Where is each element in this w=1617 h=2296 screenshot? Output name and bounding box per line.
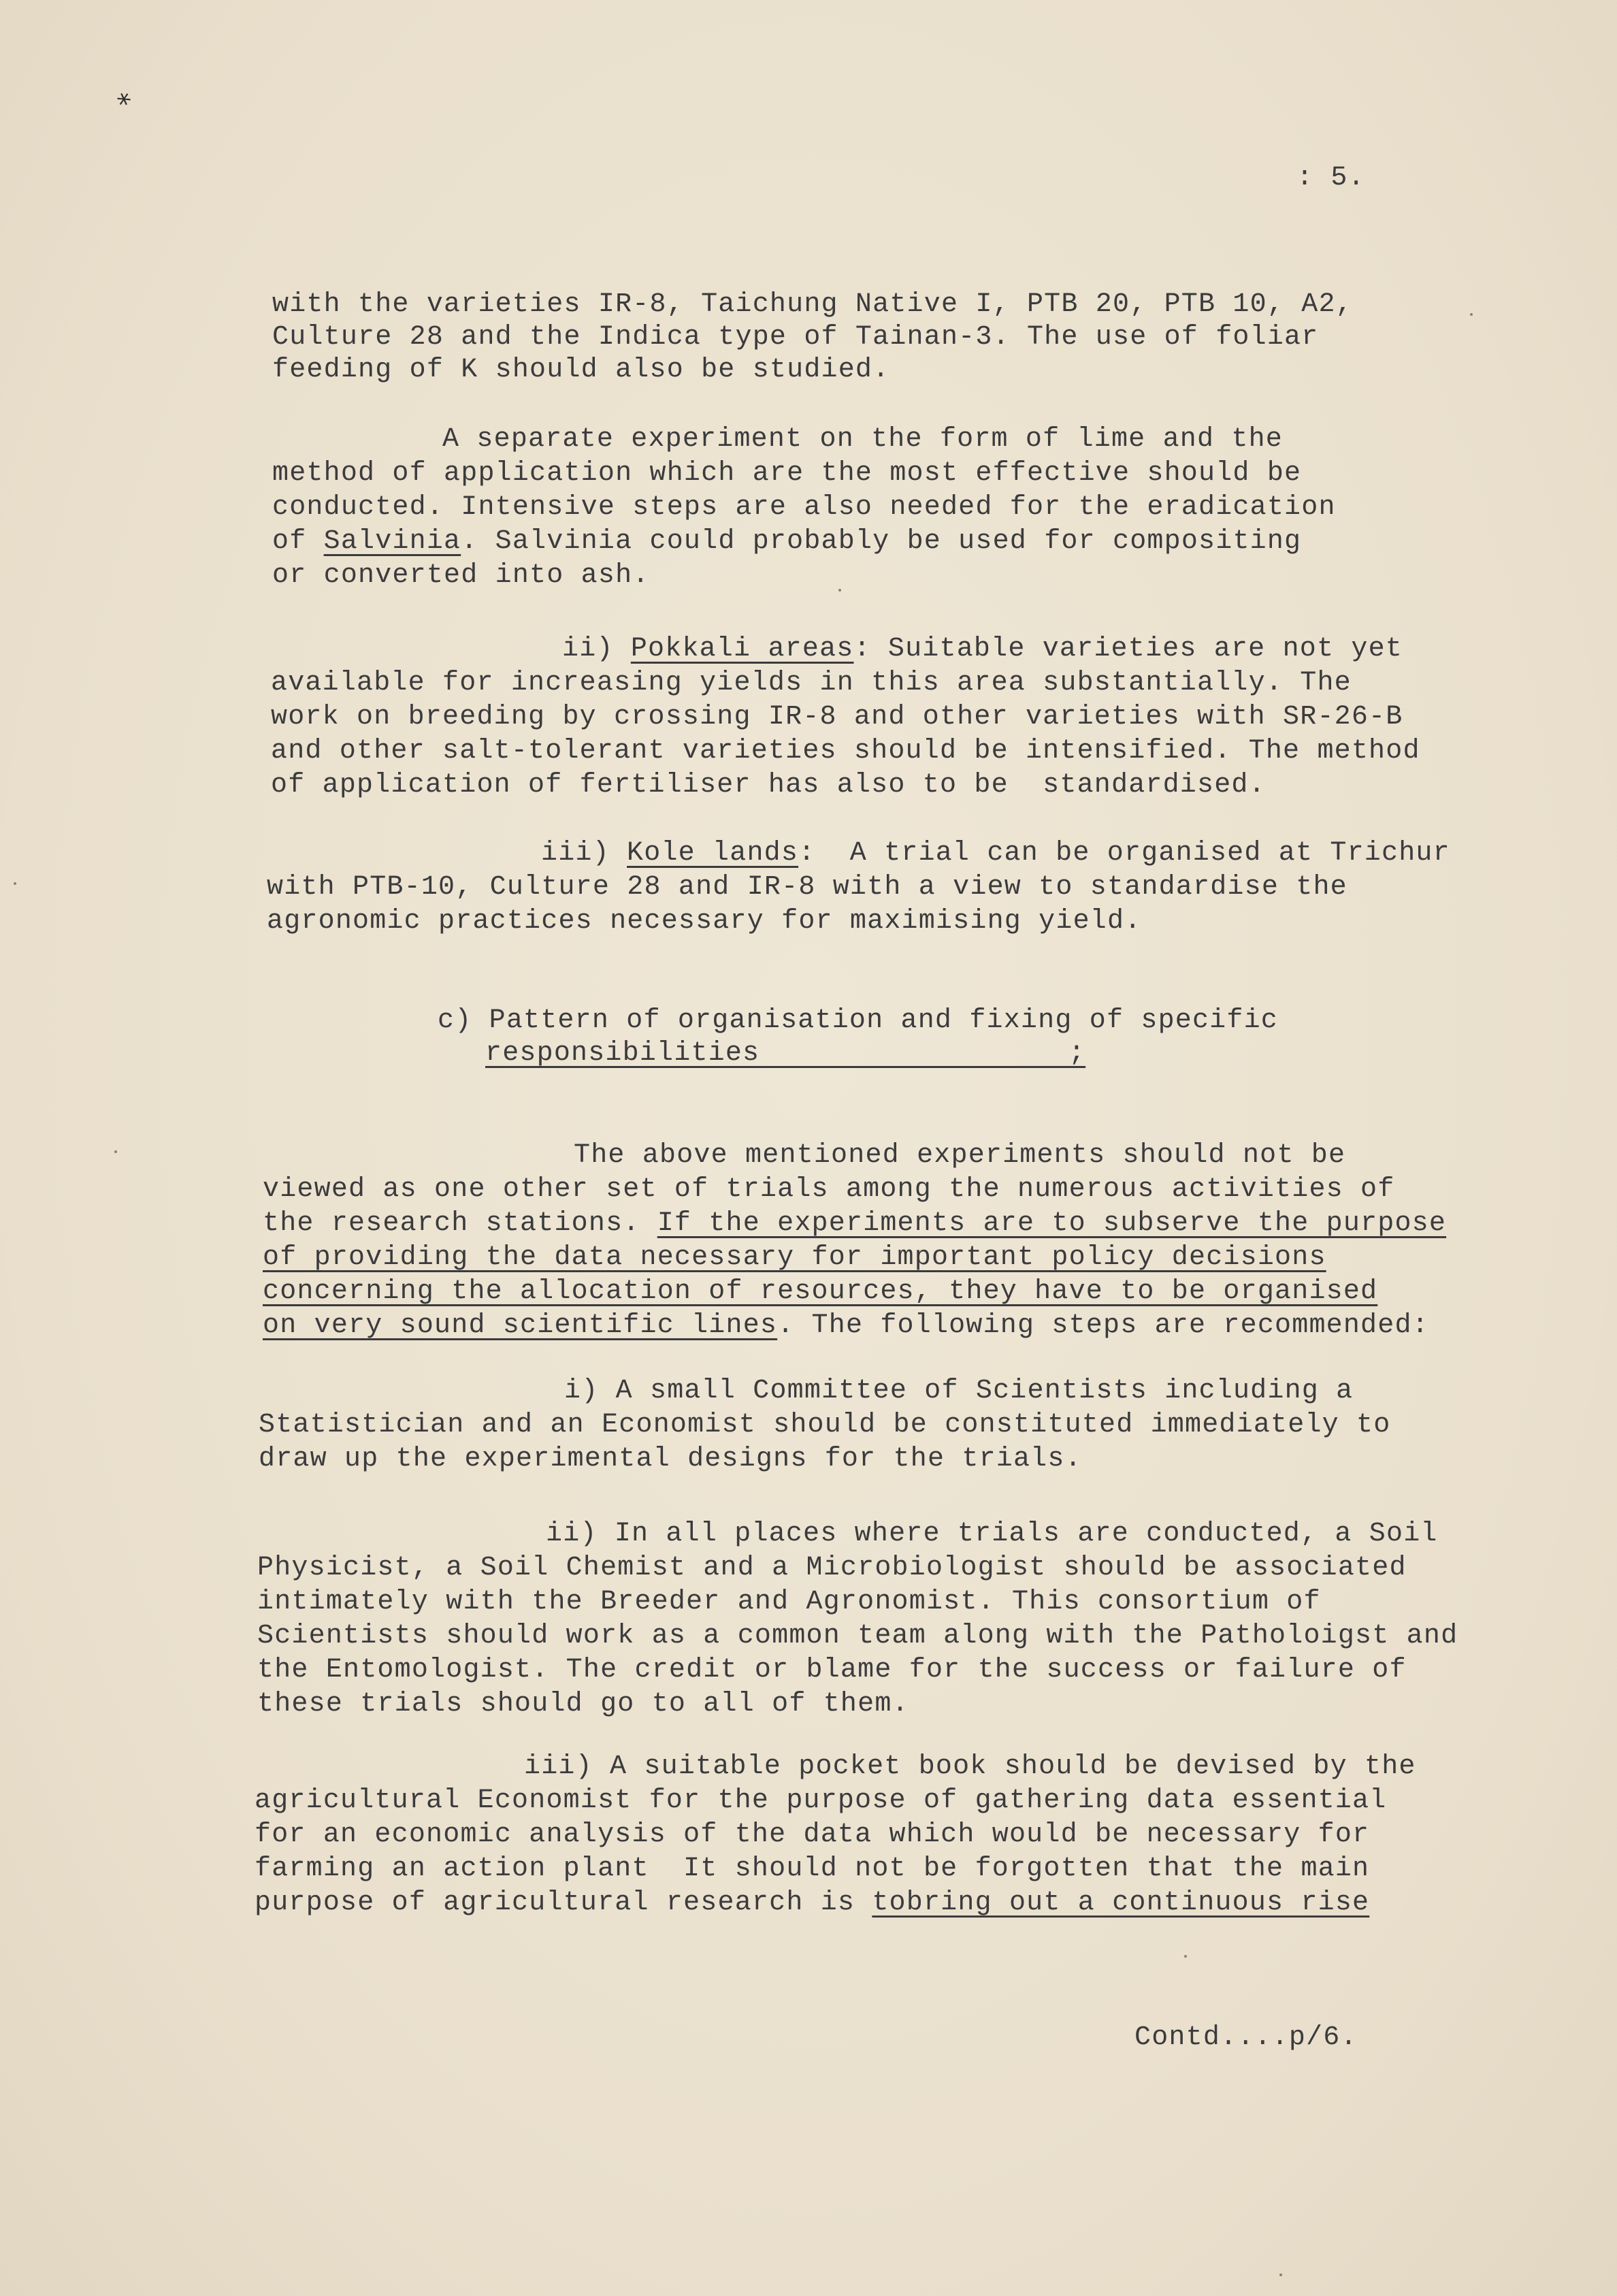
rec-iii-line-3: for an economic analysis of the data which would be necessary for	[255, 1820, 1370, 1850]
corner-mark: ⁎	[110, 78, 135, 114]
rec-ii-line-4: Scientists should work as a common team along with the Patholoigst and	[257, 1621, 1458, 1651]
para3-line-6: on very sound scientific lines. The following steps are recommended:	[263, 1310, 1429, 1341]
rec-iii-line-2: agricultural Economist for the purpose of gathering data essential	[255, 1785, 1387, 1816]
rec-i-line-3: draw up the experimental designs for the trials.	[259, 1444, 1082, 1474]
para2-line-2: method of application which are the most effective should be	[272, 458, 1302, 489]
para3-line-1: The above mentioned experiments should not be	[574, 1140, 1346, 1171]
para3-line-4: of providing the data necessary for important policy decisions	[263, 1242, 1326, 1273]
rec-iii-line-4: farming an action plant It should not be forgotten that the main	[255, 1854, 1370, 1884]
pokkali-line-3: work on breeding by crossing IR-8 and other varieties with SR-26-B	[271, 702, 1403, 732]
para1-line-3: feeding of K should also be studied.	[272, 355, 890, 385]
para2-line-5: or converted into ash.	[272, 560, 650, 591]
rec-iii-line-1: iii) A suitable pocket book should be devised by the	[524, 1751, 1416, 1782]
paper-speck	[114, 1150, 117, 1153]
section-c-title: c) Pattern of organisation and fixing of specific	[438, 1005, 1278, 1036]
pokkali-line-1: ii) Pokkali areas: Suitable varieties are not yet	[562, 634, 1403, 664]
pokkali-line-4: and other salt-tolerant varieties should be intensified. The method	[271, 736, 1420, 766]
kole-line-2: with PTB-10, Culture 28 and IR-8 with a view to standardise the	[267, 872, 1348, 903]
rec-ii-line-6: these trials should go to all of them.	[257, 1689, 909, 1719]
kole-line-1: iii) Kole lands: A trial can be organised at Trichur	[541, 838, 1450, 869]
paper-speck	[1279, 2274, 1282, 2276]
rec-ii-line-5: the Entomologist. The credit or blame for the success or failure of	[257, 1655, 1407, 1685]
continued-note: Contd....p/6.	[1134, 2022, 1358, 2053]
para3-line-3: the research stations. If the experiments are to subserve the purpose	[263, 1208, 1447, 1239]
kole-line-3: agronomic practices necessary for maximising yield.	[267, 906, 1142, 937]
salvinia-underlined: Salvinia	[323, 526, 461, 557]
para1-line-1: with the varieties IR-8, Taichung Native I, PTB 20, PTB 10, A2,	[272, 289, 1353, 320]
para2-line-4: of Salvinia. Salvinia could probably be used for compositing	[272, 526, 1302, 557]
kole-heading: Kole lands	[627, 838, 799, 869]
para2-line-3: conducted. Intensive steps are also needed for the eradication	[272, 492, 1336, 523]
rec-i-line-1: i) A small Committee of Scientists including a	[564, 1376, 1354, 1406]
rec-iii-line-5: purpose of agricultural research is tobring out a continuous rise	[255, 1888, 1370, 1918]
pokkali-line-2: available for increasing yields in this area substantially. The	[271, 668, 1352, 698]
paper-speck	[1470, 313, 1473, 316]
pokkali-heading: Pokkali areas	[630, 634, 854, 664]
para2-line-1: A separate experiment on the form of lime and the	[442, 424, 1283, 455]
paper-speck	[1184, 1955, 1187, 1958]
paper-speck	[14, 882, 16, 885]
page-number: : 5.	[1296, 163, 1365, 193]
rec-ii-line-2: Physicist, a Soil Chemist and a Microbiologist should be associated	[257, 1553, 1407, 1583]
section-c-title-cont: responsibilities ;	[485, 1038, 1086, 1069]
para1-line-2: Culture 28 and the Indica type of Tainan-3. The use of foliar	[272, 322, 1319, 353]
paper-speck	[838, 589, 841, 592]
pokkali-line-5: of application of fertiliser has also to be standardised.	[271, 770, 1266, 801]
rec-ii-line-1: ii) In all places where trials are conducted, a Soil	[546, 1519, 1438, 1549]
para3-line-2: viewed as one other set of trials among the numerous activities of	[263, 1174, 1395, 1205]
para3-line-5: concerning the allocation of resources, they have to be organised	[263, 1276, 1378, 1307]
rec-ii-line-3: intimately with the Breeder and Agronomist. This consortium of	[257, 1587, 1321, 1617]
rec-i-line-2: Statistician and an Economist should be constituted immediately to	[259, 1410, 1391, 1440]
